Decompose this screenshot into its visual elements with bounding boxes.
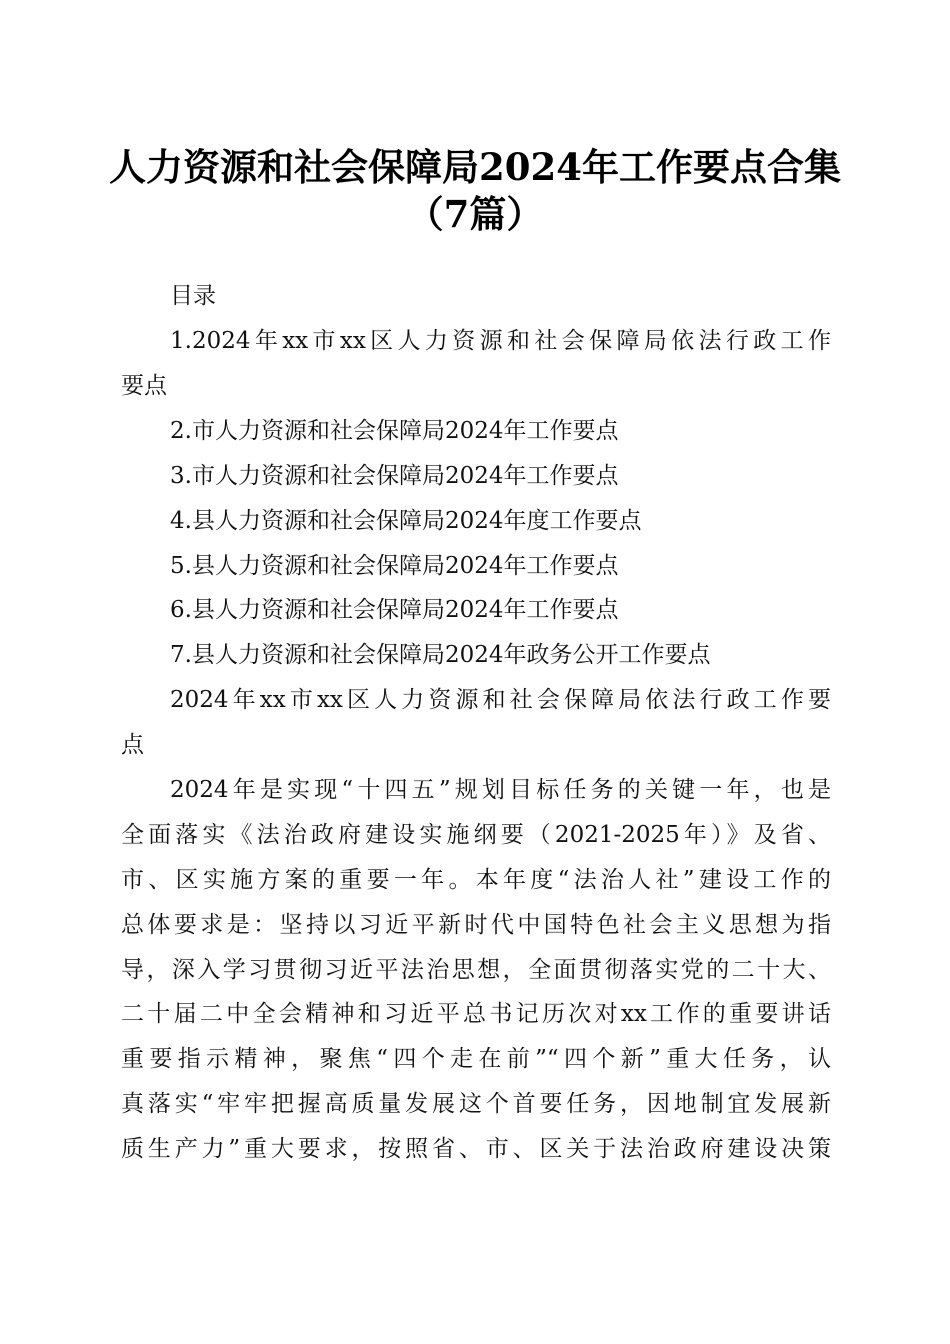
paragraph-line: 市、区实施方案的重要一年。本年度“法治人社”建设工作的 — [121, 867, 831, 893]
section-title: 2024年xx市xx区人力资源和社会保障局依法行政工作要 — [170, 687, 831, 713]
document-title-line-2: （7篇） — [406, 192, 544, 236]
paragraph-line: 2024年是实现“十四五”规划目标任务的关键一年，也是 — [170, 777, 831, 803]
toc-item-2: 2.市人力资源和社会保障局2024年工作要点 — [170, 418, 619, 444]
paragraph-line: 导，深入学习贯彻习近平法治思想，全面贯彻落实党的二十大、 — [121, 957, 831, 983]
toc-heading: 目录 — [170, 283, 216, 309]
toc-item-4: 4.县人力资源和社会保障局2024年度工作要点 — [170, 508, 642, 534]
paragraph-line: 总体要求是：坚持以习近平新时代中国特色社会主义思想为指 — [121, 912, 831, 938]
paragraph-line: 全面落实《法治政府建设实施纲要（2021-2025年）》及省、 — [121, 822, 831, 848]
toc-item-1-continued: 要点 — [121, 373, 167, 399]
paragraph-line: 质生产力”重大要求，按照省、市、区关于法治政府建设决策 — [121, 1136, 831, 1162]
paragraph-line: 二十届二中全会精神和习近平总书记历次对xx工作的重要讲话 — [121, 1001, 831, 1027]
document-title-line-1: 人力资源和社会保障局2024年工作要点合集 — [109, 145, 841, 189]
paragraph-line: 真落实“牢牢把握高质量发展这个首要任务，因地制宜发展新 — [121, 1091, 831, 1117]
toc-item-7: 7.县人力资源和社会保障局2024年政务公开工作要点 — [170, 642, 711, 668]
section-title-continued: 点 — [121, 732, 144, 758]
toc-item-3: 3.市人力资源和社会保障局2024年工作要点 — [170, 463, 619, 489]
toc-item-6: 6.县人力资源和社会保障局2024年工作要点 — [170, 597, 619, 623]
toc-item-5: 5.县人力资源和社会保障局2024年工作要点 — [170, 553, 619, 579]
paragraph-line: 重要指示精神，聚焦“四个走在前”“四个新”重大任务，认 — [121, 1046, 831, 1072]
toc-item-1: 1.2024年xx市xx区人力资源和社会保障局依法行政工作 — [170, 328, 831, 354]
